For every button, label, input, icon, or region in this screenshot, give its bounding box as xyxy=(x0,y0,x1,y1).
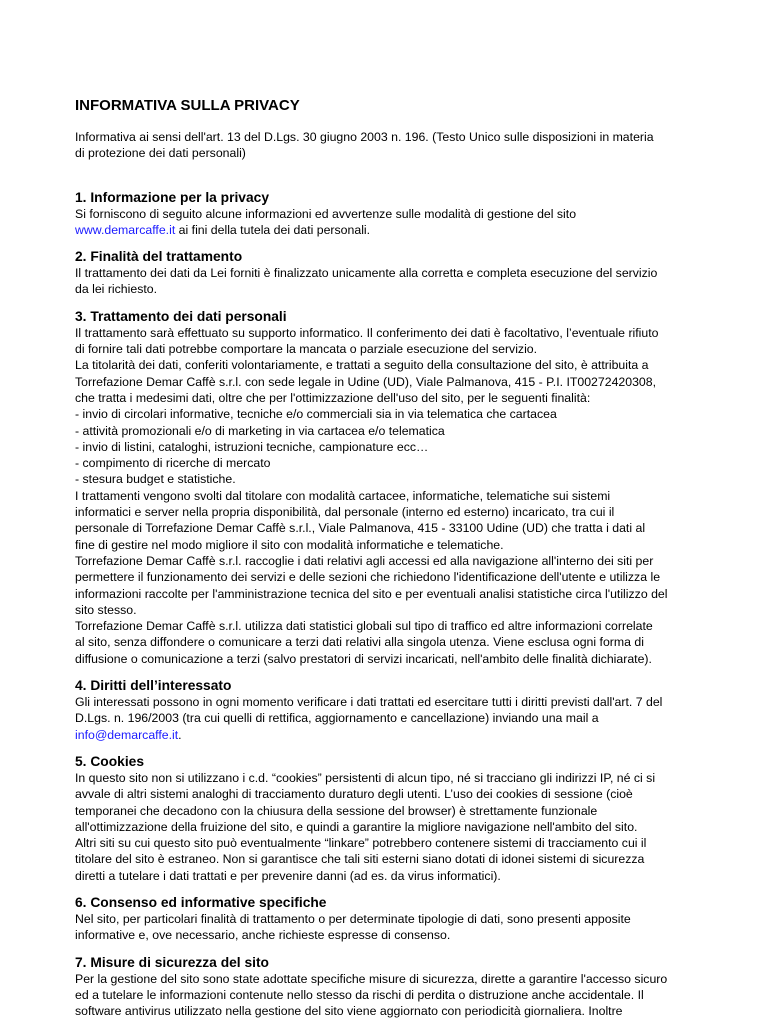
body-line xyxy=(75,727,698,743)
body-line: diretti a tutelare i dati trattati e per prevenire danni (ad es. da virus informatici). xyxy=(75,868,501,883)
body-line: sito stesso. xyxy=(75,602,137,617)
section-trattamento-dati xyxy=(75,308,698,667)
body-line: - compimento di ricerche di mercato xyxy=(75,456,271,471)
section-heading: 7. Misure di sicurezza del sito xyxy=(75,954,269,970)
body-line: software antivirus utilizzato nella gestione del sito viene aggiornato con periodicità giornaliera. Inoltre xyxy=(75,1004,623,1019)
intro-line: di protezione dei dati personali) xyxy=(75,146,246,161)
section-body xyxy=(75,971,698,1019)
document-title: INFORMATIVA SULLA PRIVACY xyxy=(75,97,300,114)
body-line: titolare del sito è estraneo. Non si garantisce che tali siti esterni siano dotati di idonei sistemi di sicurezza xyxy=(75,852,645,867)
body-text: ai fini della tutela dei dati personali. xyxy=(175,222,371,237)
body-line: D.Lgs. n. 196/2003 (tra cui quelli di rettifica, aggiornamento e cancellazione) inviando una mail a xyxy=(75,711,599,726)
body-line: Per la gestione del sito sono state adottate specifiche misure di sicurezza, dirette a garantire l'accesso sicuro xyxy=(75,971,668,986)
section-body xyxy=(75,265,698,298)
intro-line: Informativa ai sensi dell'art. 13 del D.Lgs. 30 giugno 2003 n. 196. (Testo Unico sulle disposizioni in materia xyxy=(75,130,654,144)
body-line: I trattamenti vengono svolti dal titolare con modalità cartacee, informatiche, telematiche sui sistemi xyxy=(75,488,611,503)
body-line: informative e, ove necessario, anche richieste espresse di consenso. xyxy=(75,928,451,943)
body-line: al sito, senza diffondere o comunicare a terzi dati relativi alla singola utenza. Viene esclusa ogni forma di xyxy=(75,635,644,650)
body-line: da lei richiesto. xyxy=(75,282,158,297)
section-body xyxy=(75,694,698,743)
body-line: avvale di altri sistemi analoghi di tracciamento duraturo degli utenti. L’uso dei cookies di sessione (cioè xyxy=(75,787,633,802)
body-line: personale di Torrefazione Demar Caffè s.r.l., Viale Palmanova, 415 - 33100 Udine (UD) che tratta i dati al xyxy=(75,521,646,536)
body-line: informatici e server nella propria disponibilità, dal personale (interno ed esterno) incaricato, tra cui il xyxy=(75,505,615,520)
body-line: Gli interessati possono in ogni momento verificare i dati trattati ed esercitare tutti i diritti previsti dall'art. 7 del xyxy=(75,695,663,710)
section-heading: 3. Trattamento dei dati personali xyxy=(75,308,287,324)
body-line: Altri siti su cui questo sito può eventualmente “linkare” potrebbero contenere sistemi di tracciamento cui il xyxy=(75,836,647,851)
body-line: che tratta i medesimi dati, oltre che per l'ottimizzazione dell'uso del sito, per le seguenti finalità: xyxy=(75,390,591,405)
body-line: fine di gestire nel modo migliore il sito con modalità informatiche e telematiche. xyxy=(75,537,504,552)
section-heading: 6. Consenso ed informative specifiche xyxy=(75,894,327,910)
section-body xyxy=(75,911,698,944)
section-heading: 4. Diritti dell’interessato xyxy=(75,678,232,694)
section-heading: 1. Informazione per la privacy xyxy=(75,189,269,205)
body-line: Nel sito, per particolari finalità di trattamento o per determinate tipologie di dati, sono presenti apposite xyxy=(75,911,631,926)
section-finalita-trattamento xyxy=(75,248,698,298)
section-heading: 5. Cookies xyxy=(75,753,145,769)
website-link[interactable]: www.demarcaffe.it xyxy=(75,222,176,237)
body-line: di fornire tali dati potrebbe comportare la mancata o parziale esecuzione del servizio. xyxy=(75,342,538,357)
section-consenso xyxy=(75,894,698,944)
body-line: La titolarità dei dati, conferiti volontariamente, e trattati a seguito della consultazione del sito, è attribuita a xyxy=(75,358,649,373)
section-body xyxy=(75,770,698,884)
body-line: Il trattamento dei dati da Lei forniti è finalizzato unicamente alla corretta e completa esecuzione del servizio xyxy=(75,266,658,281)
section-cookies xyxy=(75,753,698,884)
body-line: temporanei che decadono con la chiusura della sessione del browser) è strettamente funzionale xyxy=(75,803,598,818)
body-line: ed a tutelare le informazioni contenute nello stesso da rischi di perdita o distruzione anche accidentale. Il xyxy=(75,987,644,1002)
body-line: - invio di circolari informative, tecniche e/o commerciali sia in via telematica che cartacea xyxy=(75,407,557,422)
body-text: . xyxy=(178,727,182,742)
body-line: diffusione o comunicazione a terzi (salvo prestatori di servizi incaricati, nell'ambito delle finalità dichiarate). xyxy=(75,651,652,666)
section-heading: 2. Finalità del trattamento xyxy=(75,249,243,265)
intro-paragraph xyxy=(75,129,698,162)
body-line: Torrefazione Demar Caffè s.r.l. utilizza dati statistici globali sul tipo di traffico ed altre informazioni correlate xyxy=(75,619,653,634)
body-line: - invio di listini, cataloghi, istruzioni tecniche, campionature ecc… xyxy=(75,439,429,454)
body-line: Torrefazione Demar Caffè s.r.l. con sede legale in Udine (UD), Viale Palmanova, 415 - P.I. IT00272420308, xyxy=(75,374,657,389)
body-line: all'ottimizzazione della fruizione del sito, e quindi a garantire la migliore navigazione nell'ambito del sito. xyxy=(75,819,638,834)
body-line xyxy=(75,222,698,238)
body-line: Si forniscono di seguito alcune informazioni ed avvertenze sulle modalità di gestione del sito xyxy=(75,206,577,221)
section-body xyxy=(75,325,698,667)
email-link[interactable]: info@demarcaffe.it xyxy=(75,727,179,742)
section-misure-sicurezza xyxy=(75,954,698,1019)
body-line: Il trattamento sarà effettuato su supporto informatico. Il conferimento dei dati è facoltativo, l’eventuale rifiuto xyxy=(75,325,659,340)
body-line: - stesura budget e statistiche. xyxy=(75,472,236,487)
body-line: Torrefazione Demar Caffè s.r.l. raccoglie i dati relativi agli accessi ed alla navigazione all'interno dei siti per xyxy=(75,553,654,568)
body-line: permettere il funzionamento dei servizi e delle sezioni che richiedono l'identificazione dell'utente e utilizza le xyxy=(75,570,661,585)
body-line: In questo sito non si utilizzano i c.d. “cookies” persistenti di alcun tipo, né si tracciano gli indirizzi IP, né ci si xyxy=(75,770,656,785)
body-line: - attività promozionali e/o di marketing in via cartacea e/o telematica xyxy=(75,423,445,438)
body-line: informazioni raccolte per l'amministrazione tecnica del sito e per eventuali analisi statistiche circa l'utilizzo del xyxy=(75,586,668,601)
section-informazione-privacy xyxy=(75,189,698,239)
section-diritti-interessato xyxy=(75,677,698,743)
section-body xyxy=(75,206,698,239)
